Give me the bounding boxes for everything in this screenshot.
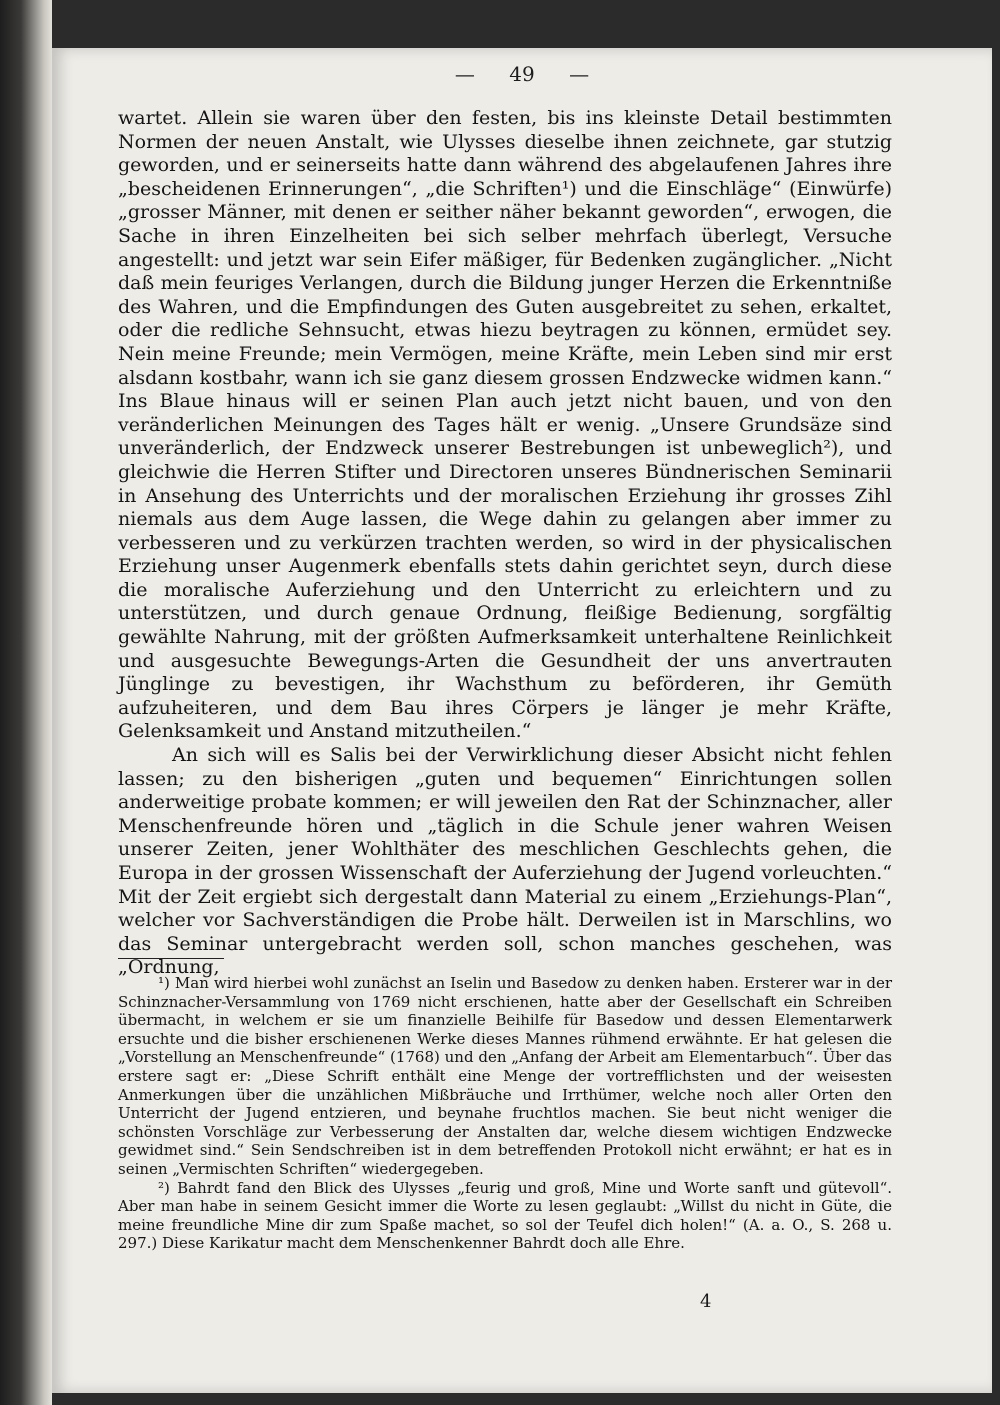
printer-signature-mark: 4 [700,1291,712,1312]
previous-page-edge [0,0,52,1405]
header-dash-left: — [454,62,475,86]
footnote-2: ²) Bahrdt fand den Blick des Ulysses „feurig und groß, Mine und Worte sanft und gütevoll“. Aber man habe in seinem Gesicht immer die Worte zu lesen geglaubt: „Willst du nicht in Güte, die meine freundliche Mine dir zum Spaße machet, so sol der Teufel dich holen!“ (A. a. O., S. 268 u. 297.) Diese Karikatur macht dem Menschenkenner Bahrdt doch alle Ehre. [118,1178,892,1253]
paragraph: An sich will es Salis bei der Verwirklichung dieser Absicht nicht fehlen lassen; zu den bisherigen „guten und bequemen“ Einrichtungen sollen anderweitige probate kommen; er will jeweilen den Rat der Schinznacher, aller Menschenfreunde hören und „täglich in die Schule jener wahren Weisen unserer Zeiten, jener Wohlthäter des meschlichen Geschlechts gehen, die Europa in der grossen Wissenschaft der Auferziehung der Jugend vorleuchten.“ Mit der Zeit ergiebt sich dergestalt dann Material zu einem „Erziehungs-Plan“, welcher vor Sachverständigen die Probe hält. Derweilen ist in Marschlins, wo das Seminar untergebracht werden soll, schon manches geschehen, was „Ordnung, [118,744,892,979]
header-dash-right: — [569,62,590,86]
footnotes [118,974,892,1253]
paragraph: wartet. Allein sie waren über den festen, bis ins kleinste Detail bestimmten Normen der neuen Anstalt, wie Ulysses dieselbe ihnen zeichnete, gar stutzig geworden, und er seinerseits hatte dann während des abgelaufenen Jahres ihre „bescheidenen Erinnerungen“, „die Schriften¹) und die Einschläge“ (Einwürfe) „grosser Männer, mit denen er seither näher bekannt geworden“, erwogen, die Sache in ihren Einzelheiten bei sich selber mehrfach überlegt, Versuche angestellt: und jetzt war sein Eifer mäßiger, für Bedenken zugänglicher. „Nicht daß mein feuriges Verlangen, durch die Bildung junger Herzen die Erkenntniße des Wahren, und die Empfindungen des Guten ausgebreitet zu sehen, erkaltet, oder die redliche Sehnsucht, etwas hiezu beytragen zu können, ermüdet sey. Nein meine Freunde; mein Vermögen, meine Kräfte, mein Leben sind mir erst alsdann kostbahr, wann ich sie ganz diesem grossen Endzwecke widmen kann.“ Ins Blaue hinaus will er seinen Plan auch jetzt nicht bauen, und von den veränderlichen Meinungen des Tages hält er wenig. „Unsere Grundsäze sind unveränderlich, der Endzweck unserer Bestrebungen ist unbeweglich²), und gleichwie die Herren Stifter und Directoren unseres Bündnerischen Seminarii in Ansehung des Unterrichts und der moralischen Erziehung ihr grosses Zihl niemals aus dem Auge lassen, die Wege dahin zu gelangen aber immer zu verbesseren und zu verkürzen trachten werden, so wird in der physicalischen Erziehung unser Augenmerk ebenfalls stets dahin gerichtet seyn, durch diese die moralische Auferziehung und den Unterricht zu erleichtern und zu unterstützen, und durch genaue Ordnung, fleißige Bedienung, sorgfältig gewählte Nahrung, mit der größten Aufmerksamkeit unterhaltene Reinlichkeit und ausgesuchte Bewegungs-Arten die Gesundheit der uns anvertrauten Jünglinge zu bevestigen, ihr Wachsthum zu beförderen, ihr Gemüth aufzuheiteren, und dem Bau ihres Cörpers je länger je mehr Kräfte, Gelenksamkeit und Anstand mitzutheilen.“ [118,107,892,743]
footnote-divider [118,958,224,959]
footnote-1: ¹) Man wird hierbei wohl zunächst an Iselin und Basedow zu denken haben. Ersterer war in der Schinznacher-Versammlung von 1769 nicht erschienen, hatte aber der Gesellschaft ein Schreiben übermacht, in welchem er sie um finanzielle Beihilfe für Basedow und dessen Elementarwerk ersuchte und die bisher erschienenen Werke dieses Mannes rühmend erwähnte. Er hat gelesen die „Vorstellung an Menschenfreunde“ (1768) und den „Anfang der Arbeit am Elementarbuch“. Über das erstere sagt er: „Diese Schrift enthält eine Menge der vortrefflichsten und der weisesten Anmerkungen über die unzählichen Mißbräuche und Irrthümer, welche noch aller Orten den Unterricht der Jugend entzieren, und beynahe fruchtlos machen. Sie beut nicht weniger die schönsten Vorschläge zur Verbesserung der Anstalten dar, welche diesem wichtigen Endzwecke gewidmet sind.“ Sein Sendschreiben ist in dem betreffenden Protokoll nicht erwähnt; er hat es in seinen „Vermischten Schriften“ wiedergegeben. [118,974,892,1178]
book-page [52,48,992,1393]
page-header [52,62,992,86]
main-text [118,107,892,980]
page-number: 49 [509,62,535,86]
